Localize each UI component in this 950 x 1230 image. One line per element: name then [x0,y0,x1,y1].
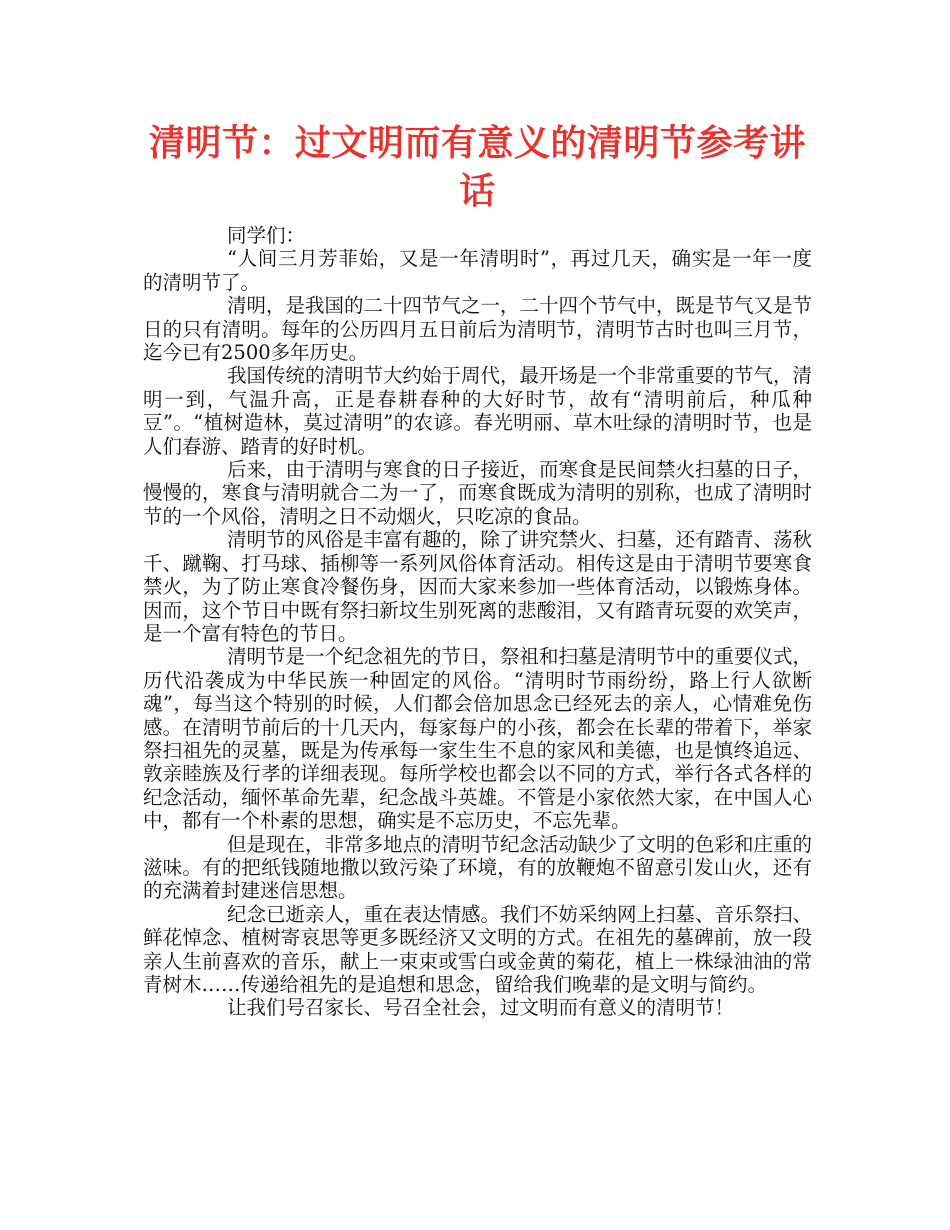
paragraph-9: 让我们号召家长、号召全社会，过文明而有意义的清明节！ [227,996,735,1020]
paragraph-3: 我国传统的清明节大约始于周代，最开场是一个非常重要的节气，清明一到，气温升高，正是春耕春种的大好时节，故有“清明前后，种瓜种豆”。“植树造林，莫过清明”的农谚。春光明丽、草木吐绿的清明时节，也是人们春游、踏青的好时机。 [143,364,813,458]
document-page [143,120,812,1020]
paragraph-4: 后来，由于清明与寒食的日子接近，而寒食是民间禁火扫墓的日子，慢慢的，寒食与清明就合二为一了，而寒食既成为清明的别称，也成了清明时节的一个风俗，清明之日不动烟火，只吃凉的食品。 [143,458,813,528]
salutation: 同学们： [227,224,306,247]
paragraph-7: 但是现在，非常多地点的清明节纪念活动缺少了文明的色彩和庄重的滋味。有的把纸钱随地撒以致污染了环境，有的放鞭炮不留意引发山火，还有的充满着封建迷信思想。 [143,832,813,903]
document-title: 清明节：过文明而有意义的清明节参考讲话 [148,123,806,212]
paragraph-6: 清明节是一个纪念祖先的节日，祭祖和扫墓是清明节中的重要仪式，历代沿袭成为中华民族一种固定的风俗。“清明时节雨纷纷，路上行人欲断魂”，每当这个特别的时候，人们都会倍加思念已经死去的亲人，心情难免伤感。在清明节前后的十几天内，每家每户的小孩，都会在长辈的带着下，举家祭扫祖先的灵墓，既是为传承每一家生生不息的家风和美德，也是慎终追远、敦亲睦族及行孝的详细表现。每所学校也都会以不同的方式，举行各式各样的纪念活动，缅怀革命先辈，纪念战斗英雄。不管是小家依然大家，在中国人心中，都有一个朴素的思想，确实是不忘历史，不忘先辈。 [143,645,813,833]
paragraph-5: 清明节的风俗是丰富有趣的，除了讲究禁火、扫墓，还有踏青、荡秋千、蹴鞠、打马球、插柳等一系列风俗体育活动。相传这是由于清明节要寒食禁火，为了防止寒食冷餐伤身，因而大家来参加一些体育活动，以锻炼身体。因而，这个节日中既有祭扫新坟生别死离的悲酸泪，又有踏青玩耍的欢笑声，是一个富有特色的节日。 [143,528,813,645]
paragraph-1: “人间三月芳菲始，又是一年清明时”，再过几天，确实是一年一度的清明节了。 [143,247,812,294]
paragraph-8: 纪念已逝亲人，重在表达情感。我们不妨采纳网上扫墓、音乐祭扫、鲜花悼念、植树寄哀思等更多既经济又文明的方式。在祖先的墓碑前，放一段亲人生前喜欢的音乐，献上一束束或雪白或金黄的菊花，植上一株绿油油的常青树木……传递给祖先的是追想和思念，留给我们晚辈的是文明与简约。 [143,902,813,996]
paragraph-2: 清明，是我国的二十四节气之一，二十四个节气中，既是节气又是节日的只有清明。每年的公历四月五日前后为清明节，清明节古时也叫三月节，迄今已有2500多年历史。 [143,294,813,365]
